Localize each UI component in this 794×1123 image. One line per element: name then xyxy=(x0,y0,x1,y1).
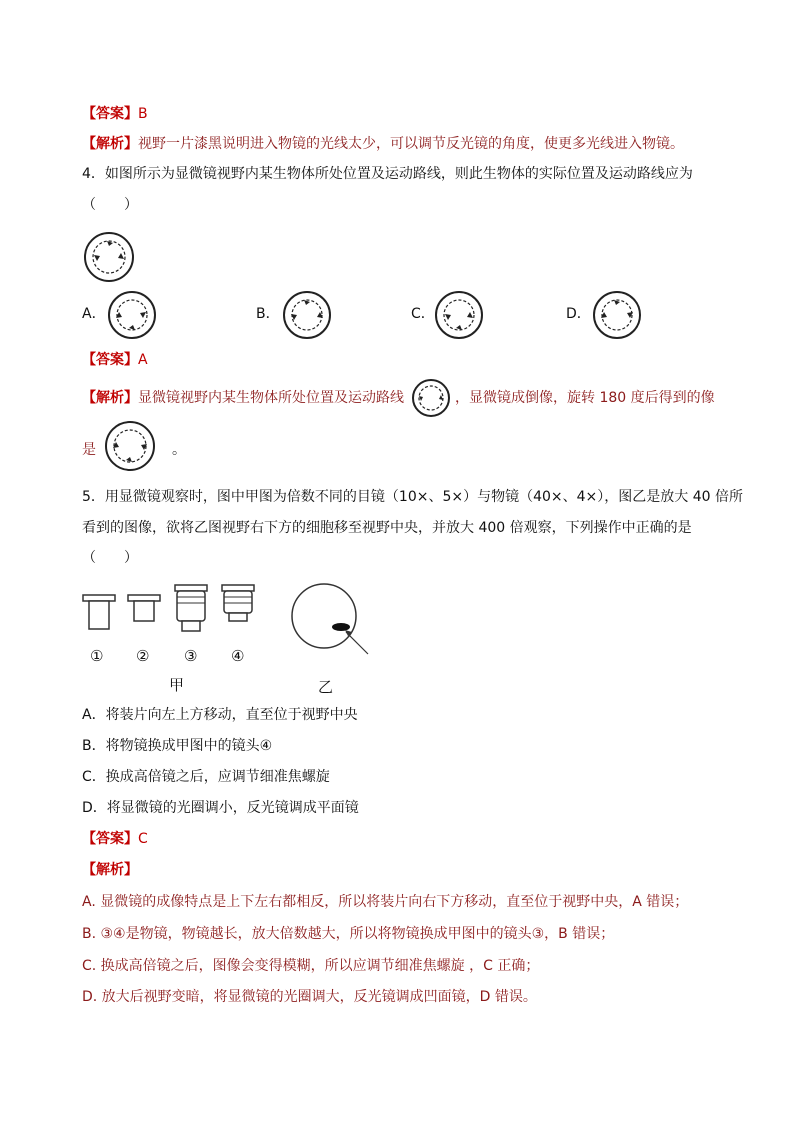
q4-option-a-label: A． xyxy=(82,306,106,322)
q5-analysis-c: C. 换成高倍镜之后，图像会变得模糊，所以应调节细准焦螺旋 ，C 正确； xyxy=(82,958,540,974)
q5-analysis-d: D. 放大后视野变暗，将显微镜的光圈调大，反光镜调成凹面镜，D 错误。 xyxy=(82,989,537,1005)
q5-analysis-tag xyxy=(82,860,138,880)
q5-option-a[interactable]: A．将装片向左上方移动，直至位于视野中央 xyxy=(82,707,358,723)
cell xyxy=(332,623,350,631)
q4-analysis-inline-circle-1 xyxy=(411,378,451,418)
answer-tag: 【答案】 xyxy=(82,106,138,122)
q4-option-d-label: D． xyxy=(566,306,591,322)
q5-option-c[interactable]: C．换成高倍镜之后，应调节细准焦螺旋 xyxy=(82,769,330,785)
q5-figure-jia-lenses xyxy=(80,583,270,643)
q5-stem-line1: 5．用显微镜观察时，图中甲图为倍数不同的目镜（10×、5×）与物镜（40×、4×），图乙是放大 40 倍所 xyxy=(82,489,743,505)
answer-value: A xyxy=(138,352,148,368)
lens-label-3: ③ xyxy=(184,647,198,665)
q3-answer xyxy=(82,104,148,124)
q4-analysis-part2: ，显微镜成倒像，旋转 180 度后得到的像 xyxy=(455,390,715,406)
answer-value: B xyxy=(138,106,148,122)
q5-option-b[interactable]: B．将物镜换成甲图中的镜头④ xyxy=(82,738,273,754)
lens-label-2: ② xyxy=(136,647,150,665)
caption-yi: 乙 xyxy=(318,678,334,696)
q5-figure-yi-view xyxy=(290,582,370,662)
analysis-text: 视野一片漆黑说明进入物镜的光线太少，可以调节反光镜的角度，使更多光线进入物镜。 xyxy=(138,136,684,152)
q4-stem: 4．如图所示为显微镜视野内某生物体所处位置及运动路线，则此生物体的实际位置及运动路线应为 xyxy=(82,166,693,182)
lens-4-objective-4x xyxy=(222,585,254,621)
lens-3-objective-40x xyxy=(175,585,207,631)
lens-label-4: ④ xyxy=(231,647,245,665)
answer-value: C xyxy=(138,831,148,847)
q3-analysis xyxy=(82,134,684,154)
q4-option-d-circle[interactable] xyxy=(592,290,642,340)
q4-analysis-inline-circle-2 xyxy=(104,420,156,472)
q4-option-c-circle[interactable] xyxy=(434,290,484,340)
lens-label-1: ① xyxy=(90,647,104,665)
q4-analysis-part4: 。 xyxy=(172,442,186,458)
q4-option-b-label: B． xyxy=(256,306,280,322)
q4-bracket: （ ） xyxy=(82,197,138,213)
lens-2-eyepiece-5x xyxy=(128,595,160,621)
q5-stem-line2: 看到的图像，欲将乙图视野右下方的细胞移至视野中央，并放大 400 倍观察，下列操作中正确的是 xyxy=(82,520,692,536)
q5-option-d[interactable]: D．将显微镜的光圈调小，反光镜调成平面镜 xyxy=(82,800,359,816)
analysis-tag: 【解析】 xyxy=(82,136,138,152)
q4-option-c-label: C． xyxy=(411,306,435,322)
q4-analysis-part3: 是 xyxy=(82,442,96,458)
q4-option-a-circle[interactable] xyxy=(107,290,157,340)
q5-answer xyxy=(82,829,148,849)
analysis-tag: 【解析】 xyxy=(82,862,138,878)
q4-option-b-circle[interactable] xyxy=(282,290,332,340)
answer-tag: 【答案】 xyxy=(82,831,138,847)
q5-bracket: （ ） xyxy=(82,550,138,566)
q4-analysis-line1 xyxy=(82,388,404,408)
lens-1-eyepiece-10x xyxy=(83,595,115,629)
analysis-tag: 【解析】 xyxy=(82,390,138,406)
answer-tag: 【答案】 xyxy=(82,352,138,368)
q4-answer xyxy=(82,350,148,370)
q5-analysis-a: A. 显微镜的成像特点是上下左右都相反，所以将装片向右下方移动，直至位于视野中央，A 错误； xyxy=(82,894,689,910)
analysis-part1: 显微镜视野内某生物体所处位置及运动路线 xyxy=(138,390,404,406)
q5-analysis-b: B. ③④是物镜，物镜越长，放大倍数越大，所以将物镜换成甲图中的镜头③，B 错误； xyxy=(82,926,615,942)
q4-figure-circle xyxy=(83,231,135,283)
caption-jia: 甲 xyxy=(169,676,185,694)
